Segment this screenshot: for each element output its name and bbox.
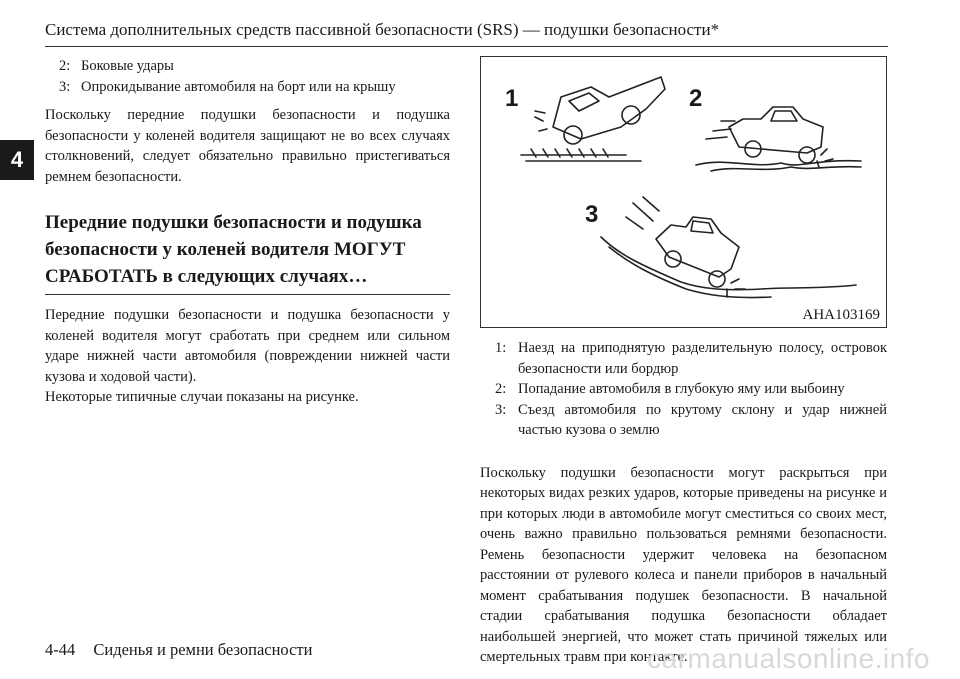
right-column — [480, 338, 887, 668]
paragraph-seatbelt-note: Поскольку передние подушки безопасности и подушка безопасности у коленей водителя защищают не во всех случаях столкновений, следует обязательно правильно пристегиваться ремнем безопасности. — [45, 107, 450, 185]
section-heading: Передние подушки безопасности и подушка безопасности у коленей водителя МОГУТ СРАБОТАТЬ в следующих случаях… — [45, 209, 450, 295]
figure-label-2: 2 — [689, 85, 703, 112]
caption-item — [480, 379, 887, 400]
caption-number: 1: — [495, 340, 507, 356]
page-footer — [45, 640, 312, 660]
paragraph-deploy-conditions: Передние подушки безопасности и подушка безопасности у коленей водителя могут сработать при среднем или сильном ударе нижней части автомобиля (повреждении нижней части кузова и ходовой части). — [45, 307, 450, 385]
page-header-title: Система дополнительных средств пассивной безопасности (SRS) — подушки безопасности* — [45, 20, 720, 39]
paragraph-figure-reference: Некоторые типичные случаи показаны на рисунке. — [45, 389, 359, 405]
caption-text: Съезд автомобиля по крутому склону и удар нижней частью кузова о землю — [518, 401, 887, 438]
watermark: carmanualsonline.info — [647, 643, 930, 674]
caption-item — [480, 400, 887, 441]
list-item-text: Опрокидывание автомобиля на борт или на крышу — [81, 78, 396, 95]
caption-item — [480, 338, 887, 379]
scene-1-curb-car — [521, 77, 665, 161]
caption-text: Наезд на приподнятую разделительную полосу, островок безопасности или бордюр — [518, 340, 887, 377]
figure-label-1: 1 — [505, 85, 519, 112]
paragraph-seatbelt-importance: Поскольку подушки безопасности могут раскрыться при некоторых видах резких ударов, которые приведены на рисунке и при которых люди в автомобиле могут сместиться со своих мест, очень важно правильно пользоваться ремнями безопасности. Ремень безопасности удержит человека на безопасном расстоянии от рулевого колеса и панели приборов в начальный момент срабатывания подушек безопасности. В начальной стадии срабатывания подушка безопасности обладает наибольшей энергией, что может стать причиной тяжелых или смертельных травм при контакте. — [480, 464, 887, 665]
scene-3-slope-car — [601, 197, 856, 298]
caption-number: 3: — [495, 401, 507, 418]
header-rule — [45, 46, 888, 47]
list-item — [45, 56, 450, 77]
footer-section: Сиденья и ремни безопасности — [93, 640, 313, 659]
scene-2-pothole-car — [696, 107, 861, 171]
illustration-figure — [480, 56, 887, 328]
list-item-number: 3: — [59, 78, 71, 95]
caption-number: 2: — [495, 381, 507, 397]
list-item — [45, 77, 450, 98]
list-item-number: 2: — [59, 58, 71, 74]
crash-scenarios-illustration — [481, 57, 885, 326]
chapter-tab: 4 — [0, 140, 34, 180]
caption-text: Попадание автомобиля в глубокую яму или выбоину — [518, 381, 845, 397]
figure-code: AHA103169 — [802, 307, 880, 323]
left-column — [45, 56, 450, 408]
page-number: 4-44 — [45, 640, 76, 659]
list-item-text: Боковые удары — [81, 58, 174, 74]
figure-label-3: 3 — [585, 201, 599, 228]
